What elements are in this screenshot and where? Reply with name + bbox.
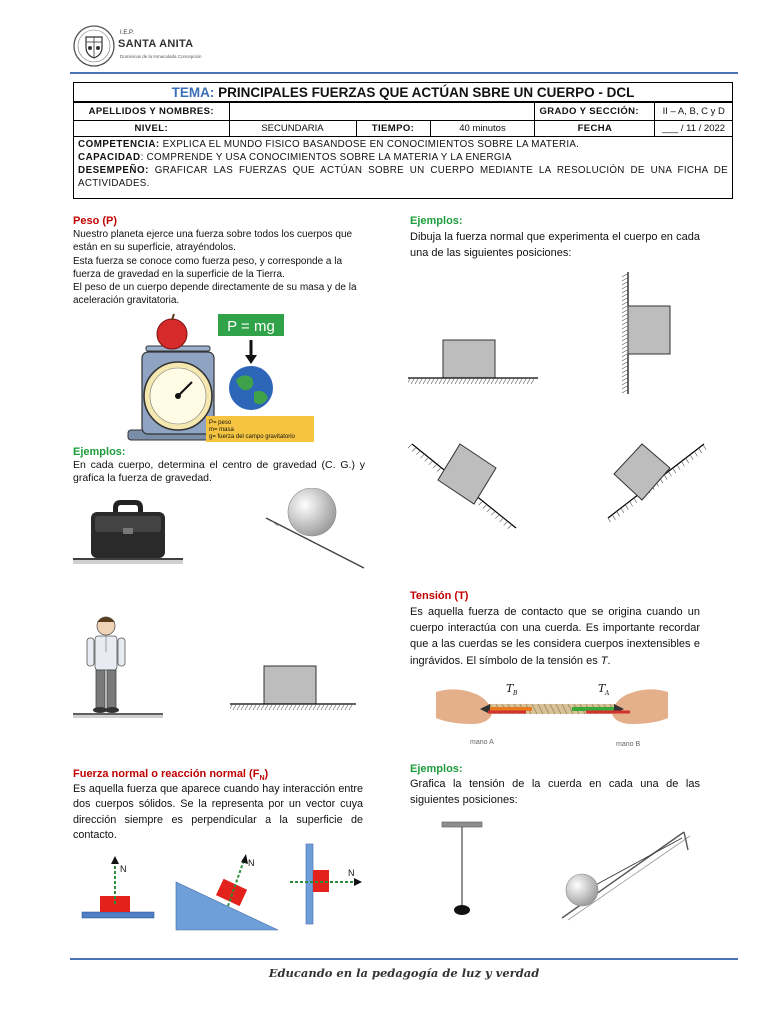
normal-label-2: N — [248, 858, 255, 868]
peso-paragraph-3: El peso de un cuerpo depende directamente de su masa y de la aceleración gravitatoria. — [73, 282, 357, 307]
pendulum-figure — [440, 820, 484, 920]
apellidos-label: APELLIDOS Y NOMBRES: — [74, 103, 229, 121]
block-floor-figure — [230, 664, 356, 714]
rope-illustration — [436, 678, 668, 748]
logo-iep: I.E.P. — [120, 30, 134, 36]
fecha-label: FECHA — [535, 121, 655, 137]
sphere-rope-figure — [558, 826, 700, 922]
competencia-label: COMPETENCIA: — [78, 139, 160, 150]
legend-g: g= fuerza del campo gravitatorio — [209, 434, 295, 440]
sphere-rope-drawing — [558, 826, 700, 922]
normal-label-3: N — [348, 868, 355, 878]
peso-text — [73, 228, 365, 308]
tiempo-value: 40 minutos — [430, 121, 535, 137]
tension-text-body: Es aquella fuerza de contacto que se origina cuando un cuerpo interactúa con una cuerda. Es importante recordar que a las cuerdas se les considera cuerpos inextensibles e ingrávidos. El símbolo de la tensión es — [410, 606, 700, 667]
normal-floor-drawing — [408, 336, 538, 386]
desempeno-text: GRAFICAR LAS FUERZAS QUE ACTÚAN SOBRE UN CUERPO MEDIANTE LA RESOLUCIÓN DE UNA FICHA DE ACTIVIDADES. — [78, 165, 728, 189]
normal-label-1: N — [120, 864, 127, 874]
sphere-incline-figure — [246, 488, 366, 570]
mano-a-label: mano A — [470, 739, 494, 746]
tension-text-end: . — [607, 654, 611, 667]
grado-label: GRADO Y SECCIÓN: — [535, 103, 655, 121]
logo-subtitle: Dominicas de la Inmaculada Concepción — [120, 54, 202, 59]
ejemplos-normal-title: Ejemplos: — [410, 215, 463, 227]
normal-title — [73, 768, 268, 782]
peso-title: Peso (P) — [73, 215, 118, 227]
nivel-value: SECUNDARIA — [229, 121, 356, 137]
normal-figures — [78, 842, 368, 932]
normal-title-end: ) — [264, 768, 269, 780]
legend-peso: P= peso — [209, 420, 232, 426]
desempeno-label: DESEMPEÑO: — [78, 165, 149, 176]
normal-slope-right-drawing — [604, 438, 708, 522]
shield-icon — [72, 24, 116, 68]
normal-force-diagrams — [78, 842, 368, 932]
scale-apple-earth-illustration — [120, 312, 326, 444]
footer-motto: Educando en la pedagogía de luz y verdad — [268, 966, 540, 980]
info-table — [74, 102, 732, 137]
person-figure — [73, 612, 163, 718]
legend-masa: m= masa — [209, 427, 234, 433]
tension-title: Tensión (T) — [410, 590, 469, 602]
person-illustration — [73, 612, 163, 718]
tiempo-label: TIEMPO: — [356, 121, 430, 137]
briefcase-icon — [73, 498, 183, 568]
tension-tb-label: T — [506, 682, 514, 695]
tema-label: TEMA: — [171, 85, 215, 100]
ejemplos-peso-text: En cada cuerpo, determina el centro de gravedad (C. G.) y grafica la fuerza de gravedad. — [73, 459, 365, 485]
normal-title-text: Fuerza normal o reacción normal (F — [73, 768, 260, 780]
tension-tb-sub: B — [513, 690, 518, 697]
ejemplos-peso-title: Ejemplos: — [73, 446, 126, 458]
normal-example-floor — [408, 336, 538, 386]
tension-symbol: T — [600, 654, 608, 667]
ejemplos-tension-title: Ejemplos: — [410, 763, 463, 775]
normal-slope-left-drawing — [408, 438, 528, 530]
apellidos-field[interactable] — [229, 103, 535, 121]
tension-text — [410, 604, 700, 669]
fecha-value[interactable]: ___ / 11 / 2022 — [655, 121, 732, 137]
ejemplos-tension-text: Grafica la tensión de la cuerda en cada una de las siguientes posiciones: — [410, 778, 700, 806]
nivel-label: NIVEL: — [74, 121, 229, 137]
tema-text: PRINCIPALES FUERZAS QUE ACTÚAN SBRE UN CUERPO - DCL — [214, 85, 635, 100]
page-title — [74, 83, 732, 102]
normal-example-slope-right — [604, 438, 708, 522]
rope-hands-drawing — [436, 678, 668, 748]
tension-ta-sub: A — [605, 690, 610, 697]
peso-paragraph-2: Esta fuerza se conoce como fuerza peso, y corresponde a la fuerza de gravedad en la superficie de la Tierra. — [73, 255, 343, 280]
formula-text: P = mg — [227, 318, 275, 335]
mano-b-label: mano B — [616, 741, 641, 748]
normal-wall-drawing — [618, 272, 678, 394]
logo-name: SANTA ANITA — [118, 38, 194, 50]
tension-ta-label: T — [598, 682, 606, 695]
normal-text: Es aquella fuerza que aparece cuando hay interacción entre dos cuerpos sólidos. Se la representa por un vector cuya dirección siempre es perpendicular a la superficie de contacto. — [73, 783, 363, 841]
ejemplos-normal-text: Dibuja la fuerza normal que experimenta el cuerpo en cada una de las siguientes posiciones: — [410, 231, 700, 259]
peso-paragraph-1: Nuestro planeta ejerce una fuerza sobre todos los cuerpos que están en su superficie, atrayéndolos. — [73, 229, 353, 254]
grado-value: II – A, B, C y D — [655, 103, 732, 121]
briefcase-figure — [73, 498, 183, 568]
block-floor-drawing — [230, 664, 356, 714]
school-logo — [72, 24, 212, 68]
pendulum-drawing — [440, 820, 484, 920]
competencia-text: EXPLICA EL MUNDO FISICO BASANDOSE EN CONOCIMIENTOS SOBRE LA MATERIA. — [159, 139, 580, 150]
footer-divider — [70, 958, 738, 960]
sphere-incline-drawing — [246, 488, 366, 570]
peso-illustration — [120, 312, 326, 444]
normal-title-sub: N — [259, 775, 265, 783]
capacidad-label: CAPACIDAD — [78, 152, 141, 163]
competencia-block — [74, 137, 732, 193]
capacidad-text: : COMPRENDE Y USA CONOCIMIENTOS SOBRE LA MATERIA Y LA ENERGIA — [140, 152, 512, 163]
normal-example-wall — [618, 272, 678, 394]
normal-example-slope-left — [408, 438, 528, 530]
info-box — [73, 82, 733, 199]
header-divider — [70, 72, 738, 74]
